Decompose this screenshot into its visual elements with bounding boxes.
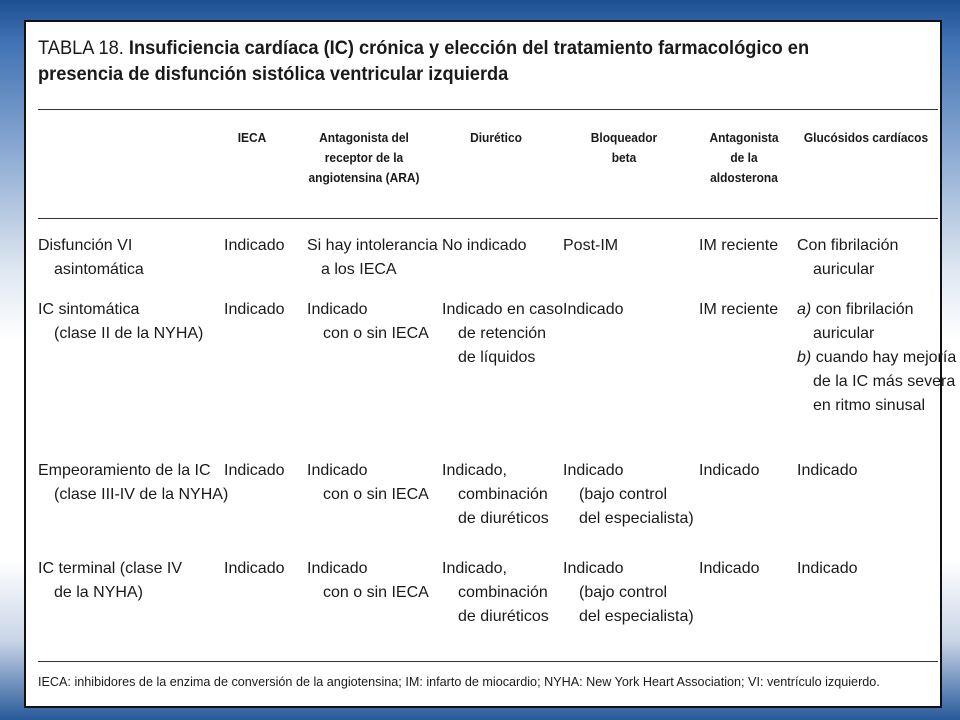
row4-beta: Indicado (bajo control del especialista) (563, 560, 694, 625)
row2-aldosterona: IM reciente (699, 301, 779, 318)
header-aldosterona: Antagonista de la aldosterona (709, 130, 779, 185)
table-caption: Insuficiencia cardíaca (IC) crónica y elección del tratamiento farmacológico en presencia de disfunción sistólica ventricular izquierda (38, 38, 810, 85)
table-footnote: IECA: inhibidores de la enzima de conversión de la angiotensina; IM: infarto de miocardio; NYHA: New York Heart Association; VI: ventrículo izquierdo. (38, 674, 880, 689)
row2-ieca: Indicado (224, 301, 285, 318)
header-rule (38, 218, 938, 219)
top-rule (38, 109, 938, 110)
row2-beta: Indicado (563, 301, 624, 318)
row4-glucosidos: Indicado (797, 560, 858, 577)
row1-ara: Si hay intolerancia a los IECA (307, 237, 438, 278)
row3-condition: Empeoramiento de la IC (clase III-IV de la NYHA) (38, 462, 229, 503)
row3-ieca: Indicado (224, 462, 285, 479)
row4-ara: Indicado con o sin IECA (307, 560, 429, 601)
row3-aldosterona: Indicado (699, 462, 760, 479)
bottom-rule (38, 661, 938, 662)
row3-ara: Indicado con o sin IECA (307, 462, 429, 503)
row2-ara: Indicado con o sin IECA (307, 301, 429, 342)
row4-aldosterona: Indicado (699, 560, 760, 577)
row2-glucosidos: a) con fibrilación auricular b) cuando hay mejoría de la IC más severa en ritmo sinusal (797, 301, 957, 414)
row4-diuretico: Indicado, combinación de diuréticos (442, 560, 549, 625)
header-ieca: IECA (237, 130, 267, 145)
row3-diuretico: Indicado, combinación de diuréticos (442, 462, 549, 527)
row1-diuretico: No indicado (442, 237, 527, 254)
row4-ieca: Indicado (224, 560, 285, 577)
slide-frame (24, 20, 957, 708)
row3-glucosidos: Indicado (797, 462, 858, 479)
row1-ieca: Indicado (224, 237, 285, 254)
row3-beta: Indicado (bajo control del especialista) (563, 462, 694, 527)
header-diuretico: Diurético (470, 130, 522, 145)
row2-diuretico: Indicado en caso de retención de líquidos (442, 301, 563, 366)
table-number: TABLA 18. (38, 38, 124, 59)
row4-condition: IC terminal (clase IV de la NYHA) (38, 560, 183, 601)
row1-glucosidos: Con fibrilación auricular (797, 237, 899, 278)
row1-beta: Post-IM (563, 237, 619, 254)
header-ara: Antagonista del receptor de la angiotensina (ARA) (308, 130, 420, 185)
row1-condition: Disfunción VI asintomática (38, 237, 144, 278)
row2-condition: IC sintomática (clase II de la NYHA) (38, 301, 204, 342)
row1-aldosterona: IM reciente (699, 237, 779, 254)
table-title (38, 36, 883, 88)
header-glucosidos: Glucósidos cardíacos (803, 130, 929, 145)
header-beta: Bloqueador beta (590, 130, 658, 165)
